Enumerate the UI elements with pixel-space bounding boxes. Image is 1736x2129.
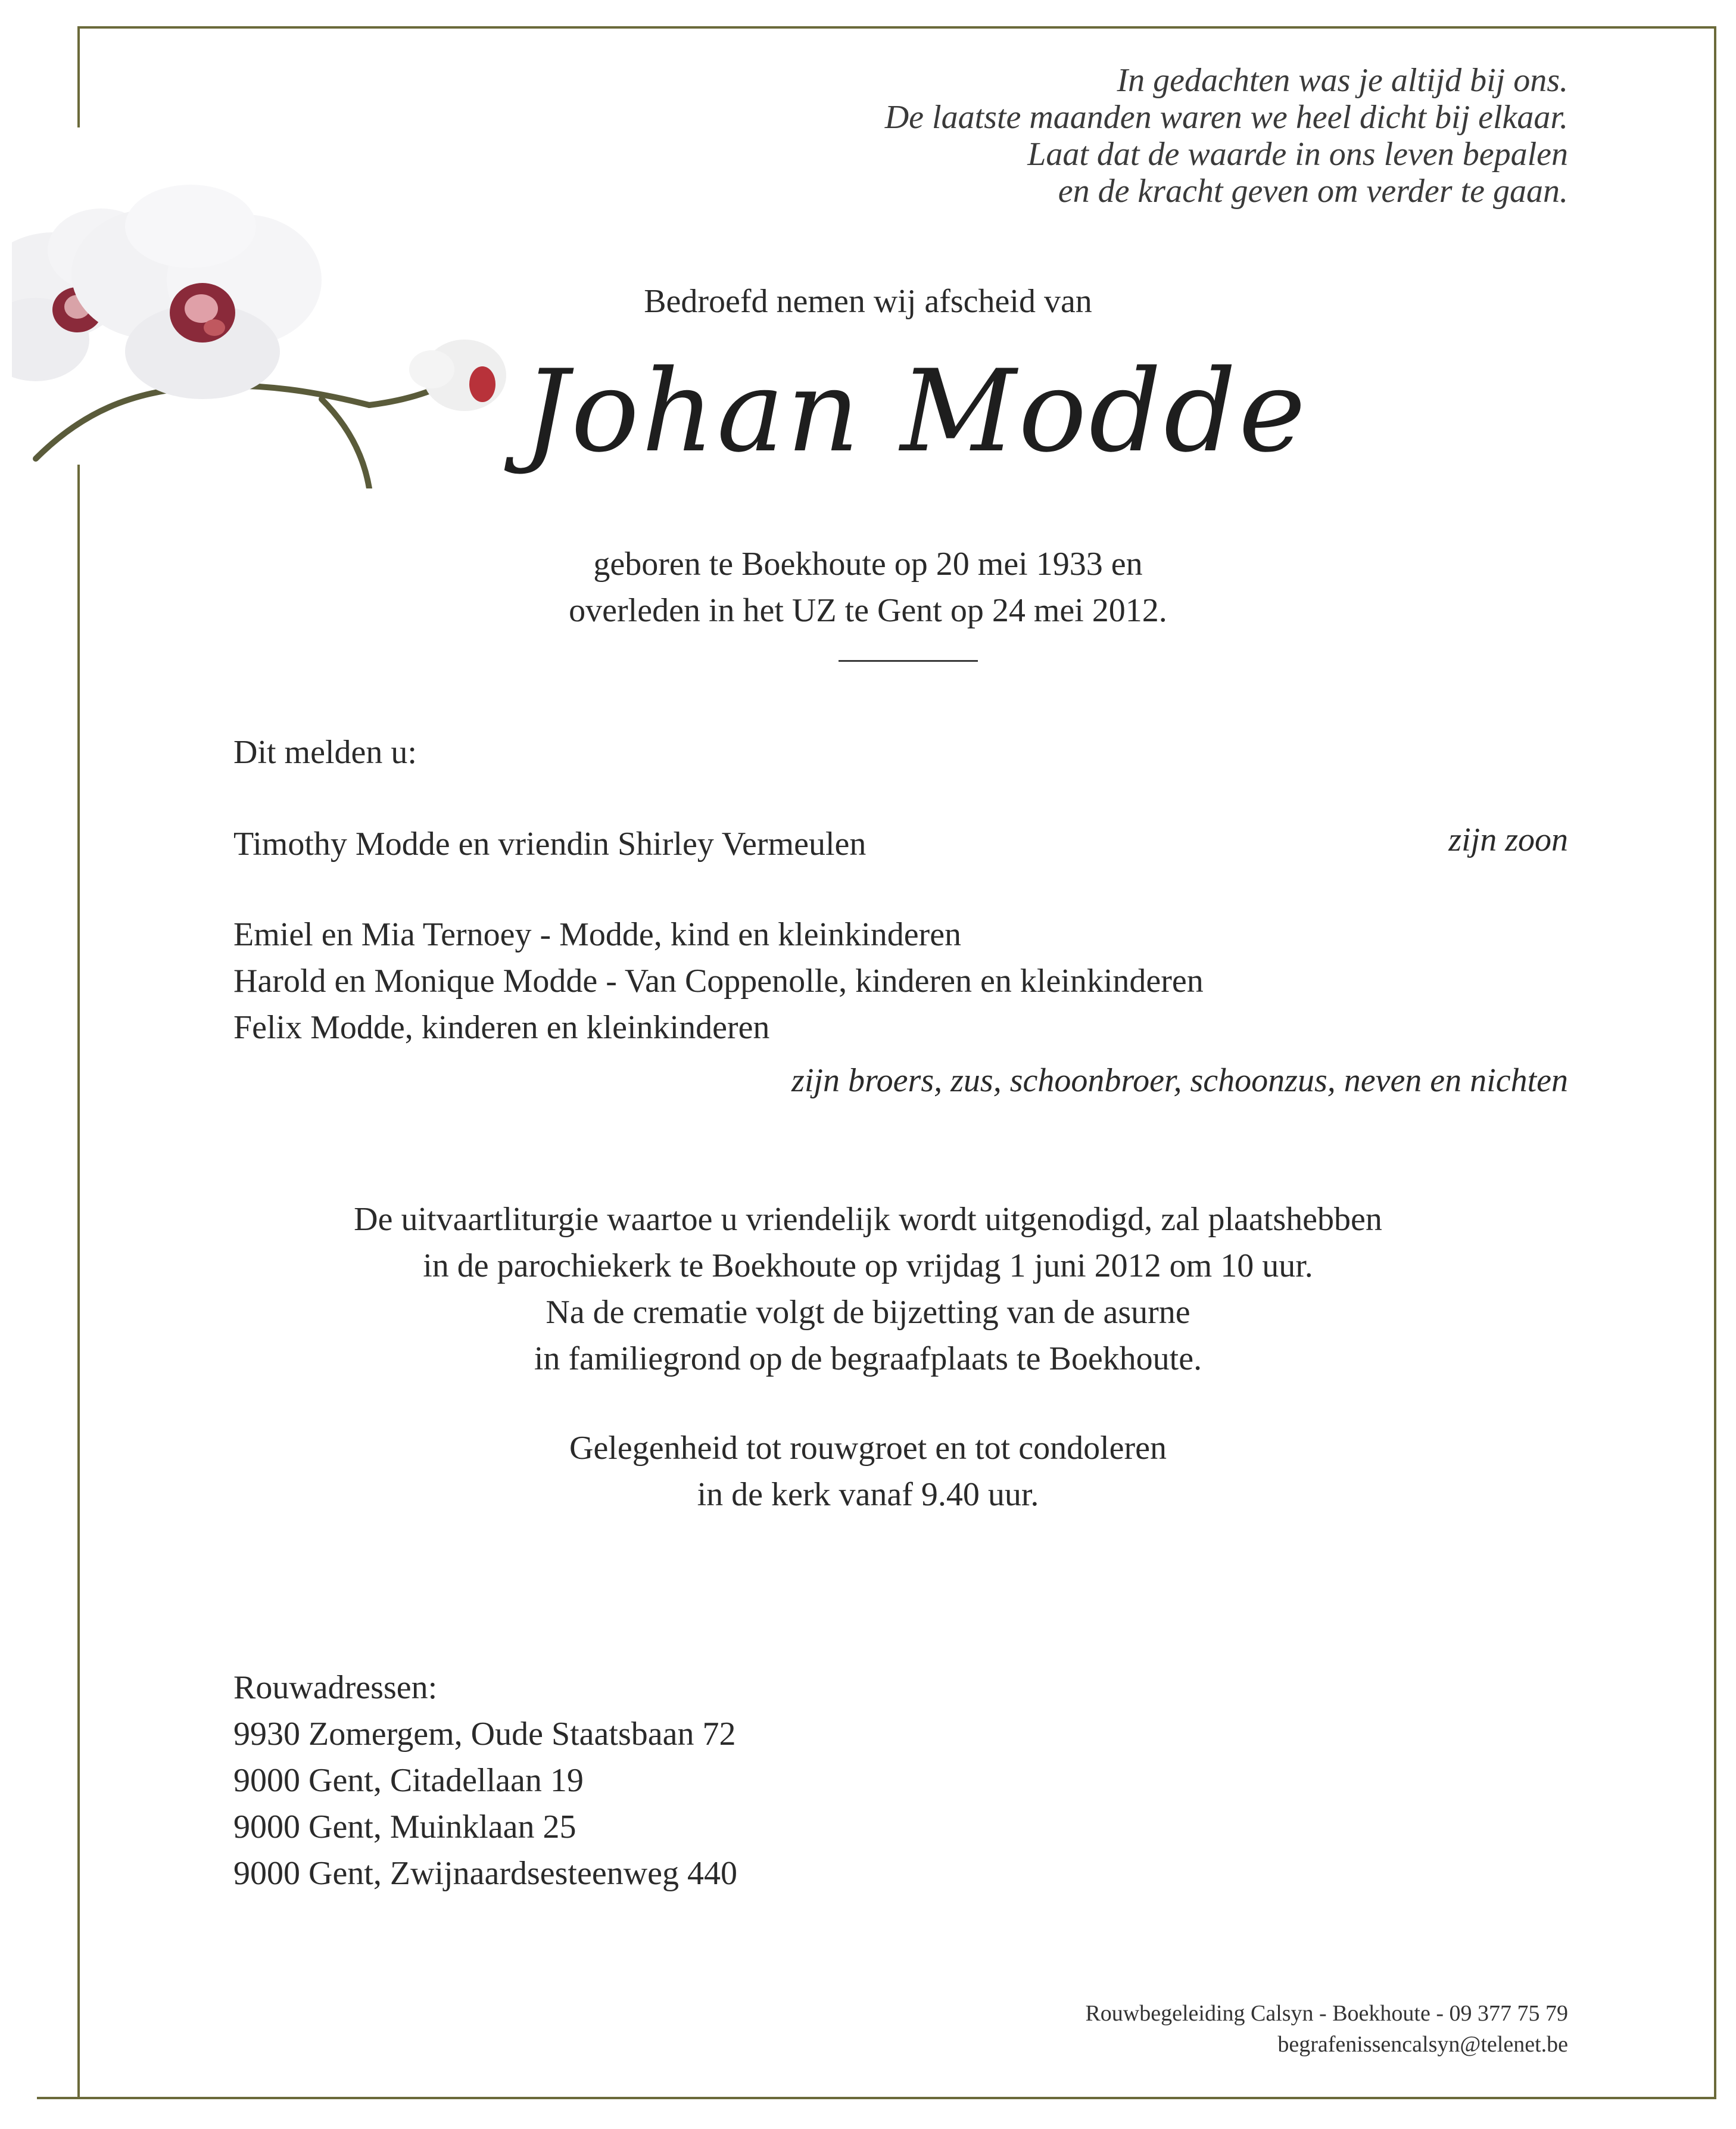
funeral-home-footer xyxy=(1085,1998,1568,2060)
address-item: 9930 Zomergem, Oude Staatsbaan 72 xyxy=(233,1716,736,1753)
frame-bottom-border xyxy=(37,2097,1716,2099)
poem-line: De laatste maanden waren we heel dicht bij elkaar. xyxy=(884,99,1568,136)
birth-death-info xyxy=(0,541,1736,634)
siblings-relation: zijn broers, zus, schoonbroer, schoonzus, neven en nichten xyxy=(791,1062,1568,1099)
frame-right-border xyxy=(1714,26,1716,2099)
divider-rule xyxy=(839,660,978,662)
mourning-addresses xyxy=(233,1664,737,1897)
son-relation: zijn zoon xyxy=(1448,821,1568,858)
deceased-name: Johan Modde xyxy=(523,346,1308,477)
address-item: 9000 Gent, Muinklaan 25 xyxy=(233,1809,576,1845)
frame-top-border xyxy=(77,26,1716,29)
liturgy-info xyxy=(0,1196,1736,1382)
liturgy-line: in de parochiekerk te Boekhoute op vrijdag 1 juni 2012 om 10 uur. xyxy=(423,1247,1313,1284)
funeral-home-email: begrafenissencalsyn@telenet.be xyxy=(1277,2032,1568,2057)
death-line: overleden in het UZ te Gent op 24 mei 2012. xyxy=(569,592,1167,629)
sibling-entry: Harold en Monique Modde - Van Coppenolle, kinderen en kleinkinderen xyxy=(233,963,1204,1000)
poem-quote xyxy=(734,62,1568,210)
son-entry: Timothy Modde en vriendin Shirley Vermeulen xyxy=(233,826,867,863)
poem-line: Laat dat de waarde in ons leven bepalen xyxy=(1027,136,1568,173)
condolence-line: Gelegenheid tot rouwgroet en tot condoleren xyxy=(569,1430,1167,1467)
frame-left-border-top xyxy=(77,26,80,127)
poem-line: In gedachten was je altijd bij ons. xyxy=(1117,62,1568,99)
condolence-info xyxy=(0,1425,1736,1518)
funeral-home-contact: Rouwbegeleiding Calsyn - Boekhoute - 09 377 75 79 xyxy=(1085,2001,1568,2026)
sibling-entry: Emiel en Mia Ternoey - Modde, kind en kleinkinderen xyxy=(233,916,962,953)
liturgy-line: De uitvaartliturgie waartoe u vriendelijk wordt uitgenodigd, zal plaatshebben xyxy=(354,1201,1382,1238)
intro-text: Bedroefd nemen wij afscheid van xyxy=(644,283,1092,320)
condolence-line: in de kerk vanaf 9.40 uur. xyxy=(697,1476,1039,1513)
address-item: 9000 Gent, Citadellaan 19 xyxy=(233,1762,584,1799)
announce-text: Dit melden u: xyxy=(233,734,417,771)
addresses-title: Rouwadressen: xyxy=(233,1669,438,1706)
birth-line: geboren te Boekhoute op 20 mei 1933 en xyxy=(593,546,1143,583)
address-item: 9000 Gent, Zwijnaardsesteenweg 440 xyxy=(233,1855,737,1892)
sibling-entry: Felix Modde, kinderen en kleinkinderen xyxy=(233,1009,770,1046)
liturgy-line: in familiegrond op de begraafplaats te Boekhoute. xyxy=(534,1340,1202,1377)
liturgy-line: Na de crematie volgt de bijzetting van de asurne xyxy=(546,1294,1190,1331)
poem-line: en de kracht geven om verder te gaan. xyxy=(1058,173,1568,210)
siblings-list xyxy=(233,911,1204,1051)
